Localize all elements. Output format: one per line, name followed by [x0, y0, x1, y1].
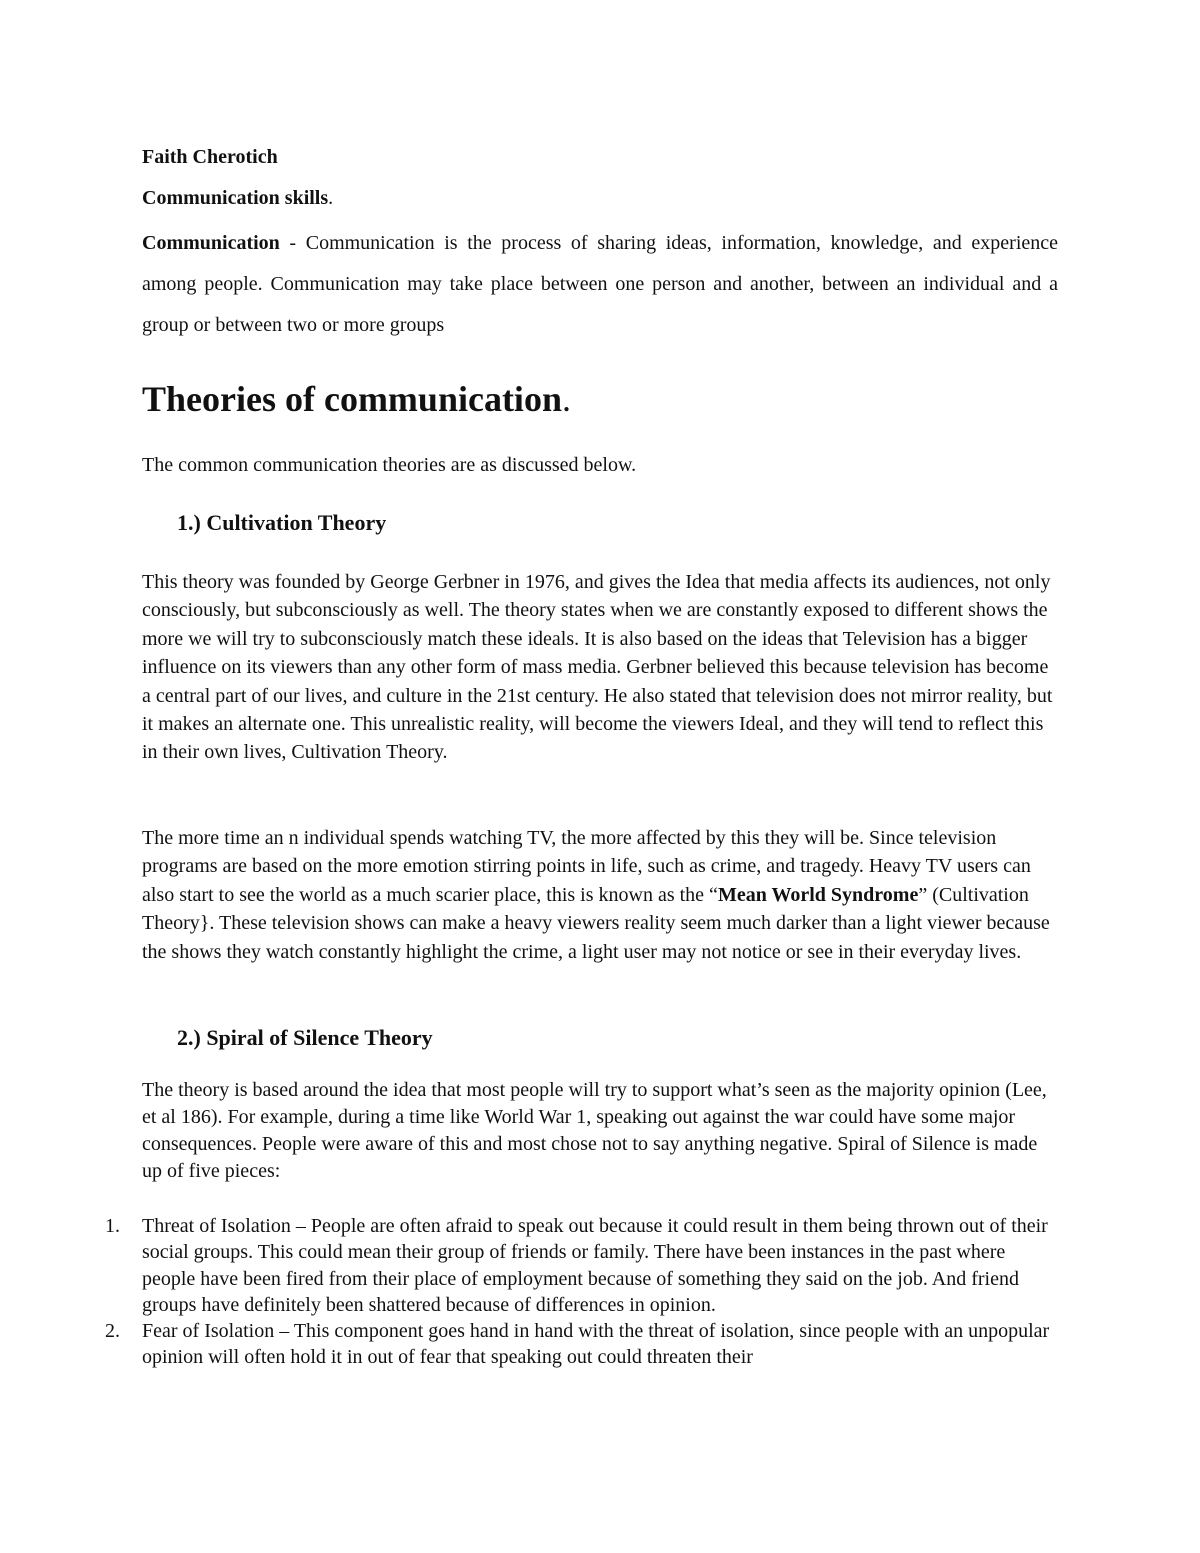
main-heading	[142, 375, 571, 423]
cultivation-p2-end: ” (Cultivation Theory}. These television shows can make a heavy viewers reality seem much darker than a light viewer because the shows they watch constantly highlight the crime, a light user may not notice or see in their everyday lives.	[142, 883, 1050, 963]
definition-term: Communication	[142, 232, 280, 254]
list-item-text: Threat of Isolation – People are often afraid to speak out because it could result in them being thrown out of their social groups. This could mean their group of friends or family. There have been instances in the past where people have been fired from their place of employment because of something they said on the job. And friend groups have definitely been shattered because of differences in opinion.	[142, 1215, 1048, 1316]
intro-paragraph: The common communication theories are as discussed below.	[142, 454, 637, 476]
course-title	[142, 184, 1058, 212]
spiral-pieces-list	[100, 1213, 1062, 1371]
main-heading-text: Theories of communication	[142, 379, 562, 419]
course-title-period: .	[328, 187, 334, 209]
list-item	[100, 1318, 1062, 1371]
cultivation-paragraph-2	[142, 824, 1062, 966]
spiral-paragraph-1: The theory is based around the idea that most people will try to support what’s seen as the majority opinion (Lee, et al 186). For example, during a time like World War 1, speaking out against the war could have some major consequences. People were aware of this and most chose not to say anything negative. Spiral of Silence is made up of five pieces:	[142, 1079, 1047, 1182]
definition-text: - Communication is the process of sharing ideas, information, knowledge, and experience among people. Communication may take place between one person and another, between an individual and a group or between two or more groups	[142, 232, 1058, 336]
section-heading-cultivation: 1.) Cultivation Theory	[177, 510, 387, 535]
course-title-text: Communication skills	[142, 187, 329, 209]
list-number: 2.	[105, 1320, 120, 1343]
author-name: Faith Cherotich	[142, 146, 278, 168]
section-heading-spiral: 2.) Spiral of Silence Theory	[177, 1025, 433, 1050]
list-item-text: Fear of Isolation – This component goes hand in hand with the threat of isolation, since people with an unpopular opinion will often hold it in out of fear that speaking out could threaten their	[142, 1320, 1050, 1369]
communication-definition	[142, 223, 1058, 346]
mean-world-syndrome: Mean World Syndrome	[717, 883, 919, 906]
list-item	[100, 1213, 1062, 1318]
list-number: 1.	[105, 1215, 120, 1237]
cultivation-paragraph-1: This theory was founded by George Gerbner in 1976, and gives the Idea that media affects its audiences, not only consciously, but subconsciously as well. The theory states when we are constantly exposed to different shows the more we will try to subconsciously match these ideals. It is also based on the ideas that Television has a bigger influence on its viewers than any other form of mass media. Gerbner believed this because television has become a central part of our lives, and culture in the 21st century. He also stated that television does not mirror reality, but it makes an alternate one. This unrealistic reality, will become the viewers Ideal, and they will tend to reflect this in their own lives, Cultivation Theory.	[142, 571, 1053, 764]
main-heading-period: .	[561, 379, 571, 419]
cultivation-p2-start: The more time an n individual spends watching TV, the more affected by this they will be. Since television programs are based on the more emotion stirring points in life, such as crime, and tragedy. Heavy TV users can also start to see the world as a much scarier place, this is known as the “	[142, 827, 1031, 906]
